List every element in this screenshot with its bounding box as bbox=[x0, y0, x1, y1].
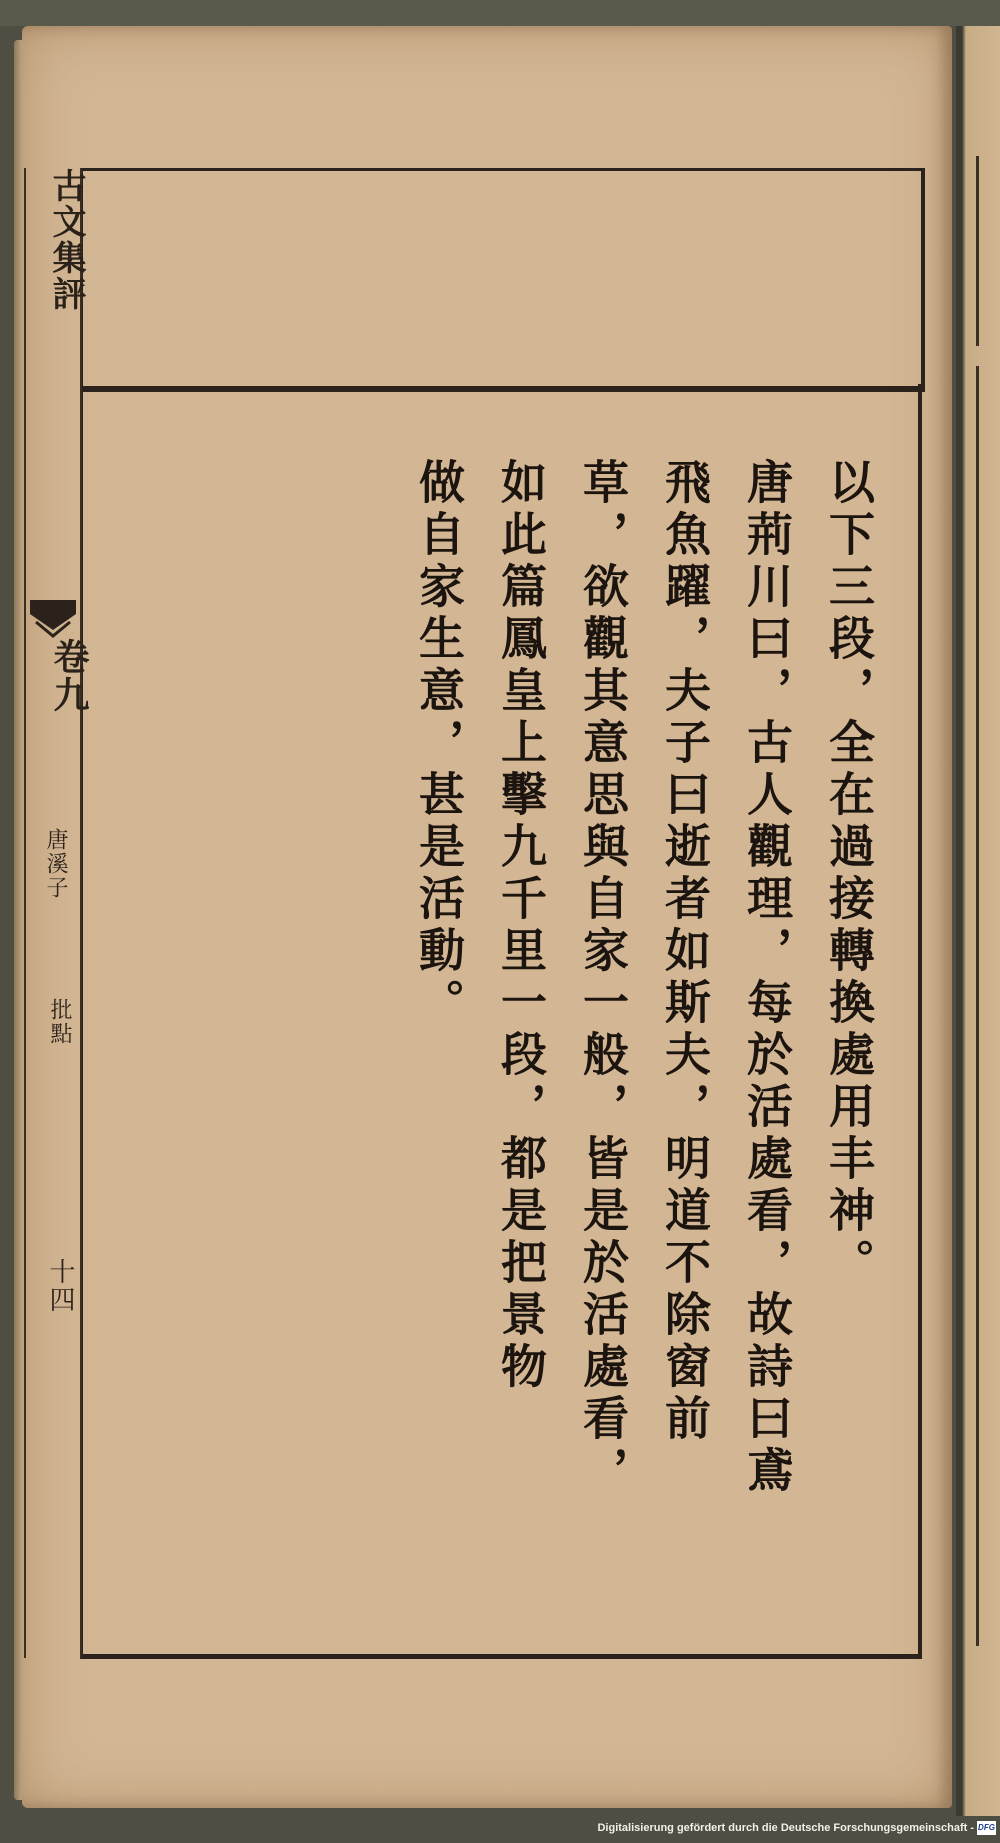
fishtail-mark-icon bbox=[28, 598, 78, 638]
frame-rule-bottom bbox=[80, 1654, 922, 1659]
text-column: 草，欲觀其意思與自家一般，皆是於活處看， bbox=[576, 458, 630, 1498]
text-column: 以下三段，全在過接轉換處用丰神。 bbox=[822, 458, 876, 1290]
fold-annotation: 批點 bbox=[47, 998, 72, 1046]
adjacent-page-rule bbox=[976, 366, 979, 1646]
main-text-block bbox=[370, 458, 890, 1648]
scan-background bbox=[0, 0, 1000, 26]
text-column: 唐荊川曰，古人觀理，每於活處看，故詩曰鳶 bbox=[740, 458, 794, 1498]
fold-volume-label: 卷九 bbox=[48, 638, 90, 714]
fold-column bbox=[24, 168, 90, 1658]
adjacent-page bbox=[956, 26, 1000, 1816]
text-column: 飛魚躍，夫子曰逝者如斯夫，明道不除窗前 bbox=[658, 458, 712, 1446]
text-column: 做自家生意，甚是活動。 bbox=[412, 458, 466, 1030]
fold-page-number: 十四 bbox=[45, 1258, 75, 1314]
fold-book-title: 古文集評 bbox=[46, 168, 86, 312]
frame-rule-top bbox=[80, 386, 920, 390]
header-margin-box bbox=[80, 168, 925, 392]
adjacent-page-rule bbox=[976, 156, 979, 346]
text-column: 如此篇鳳皇上擊九千里一段，都是把景物 bbox=[494, 458, 548, 1394]
dfg-logo: DFG bbox=[977, 1821, 996, 1835]
fold-annotation: 唐溪子 bbox=[43, 828, 68, 900]
funding-credit: Digitalisierung gefördert durch die Deutsche Forschungsgemeinschaft - bbox=[597, 1822, 974, 1834]
digitization-footer bbox=[0, 1816, 1000, 1843]
frame-rule-right bbox=[918, 384, 922, 1654]
